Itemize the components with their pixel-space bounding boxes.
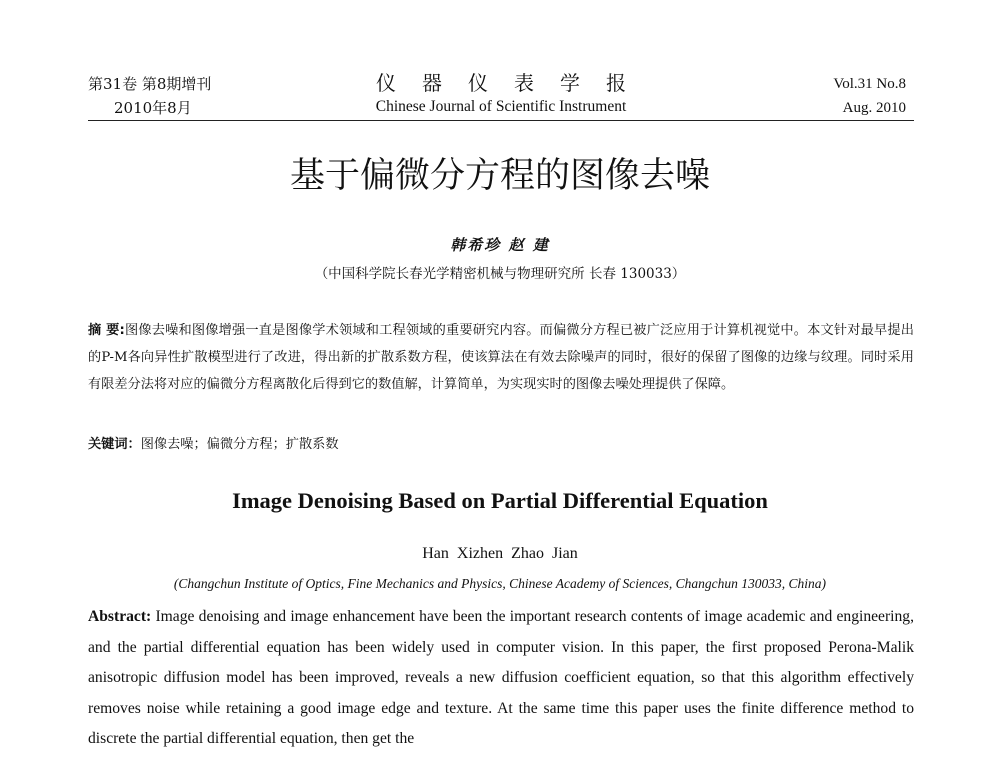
keywords-cn [88,434,914,456]
paper-title-en: Image Denoising Based on Partial Differential Equation [232,488,768,513]
header-journal-name [88,70,914,118]
affiliation-en: (Changchun Institute of Optics, Fine Mechanics and Physics, Chinese Academy of Sciences, Changchun 130033, China) [173,576,827,591]
paper-title-cn: 基于偏微分方程的图像去噪 [289,156,710,196]
journal-name-cn: 仪器仪表学报 [376,71,652,95]
abstract-cn [88,317,914,398]
abstract-en-text: Image denoising and image enhancement have been the important research contents of image academic and engineering, and the partial differential equation has been widely used in computer vision. In this paper, the first proposed Perona-Malik anisotropic diffusion model has been improved, reveals a new diffusion coefficient equation, so that this algorithm effectively removes noise while retaining a good image edge and texture. At the same time this paper uses the finite difference method to discrete the partial differential equation, then get the [88,608,914,747]
keywords-cn-text: 图像去噪；偏微分方程；扩散系数 [140,437,339,452]
authors-en: Han Xizhen Zhao Jian [422,545,578,562]
abstract-cn-text: 图像去噪和图像增强一直是图像学术领域和工程领域的重要研究内容。而偏微分方程已被广泛应用于计算机视觉中。本文针对最早提出的P-M各向异性扩散模型进行了改进，得出新的扩散系数方程，使该算法在有效去除噪声的同时，很好的保留了图像的边缘与纹理。同时采用有限差分法将对应的偏微分方程离散化后得到它的数值解，计算简单，为实现实时的图像去噪处理提供了保障。 [88,323,914,392]
abstract-cn-label: 摘 要: [88,323,125,338]
header-volume-issue: 第31卷 第8期增刊 [88,75,212,93]
abstract-en-label: Abstract: [88,608,152,625]
authors-cn: 韩希珍 赵 建 [450,236,550,254]
affiliation-cn: （中国科学院长春光学精密机械与物理研究所 长春 130033） [314,266,686,282]
header-volume-info-en [833,72,906,120]
journal-name-en: Chinese Journal of Scientific Instrument [375,98,627,115]
journal-header [88,70,914,121]
keywords-cn-label: 关键词： [88,437,141,452]
header-date-en: Aug. 2010 [842,100,906,116]
abstract-en [88,602,914,755]
header-volume-en: Vol.31 No.8 [833,76,906,92]
header-date-cn: 2010年8月 [114,99,192,117]
